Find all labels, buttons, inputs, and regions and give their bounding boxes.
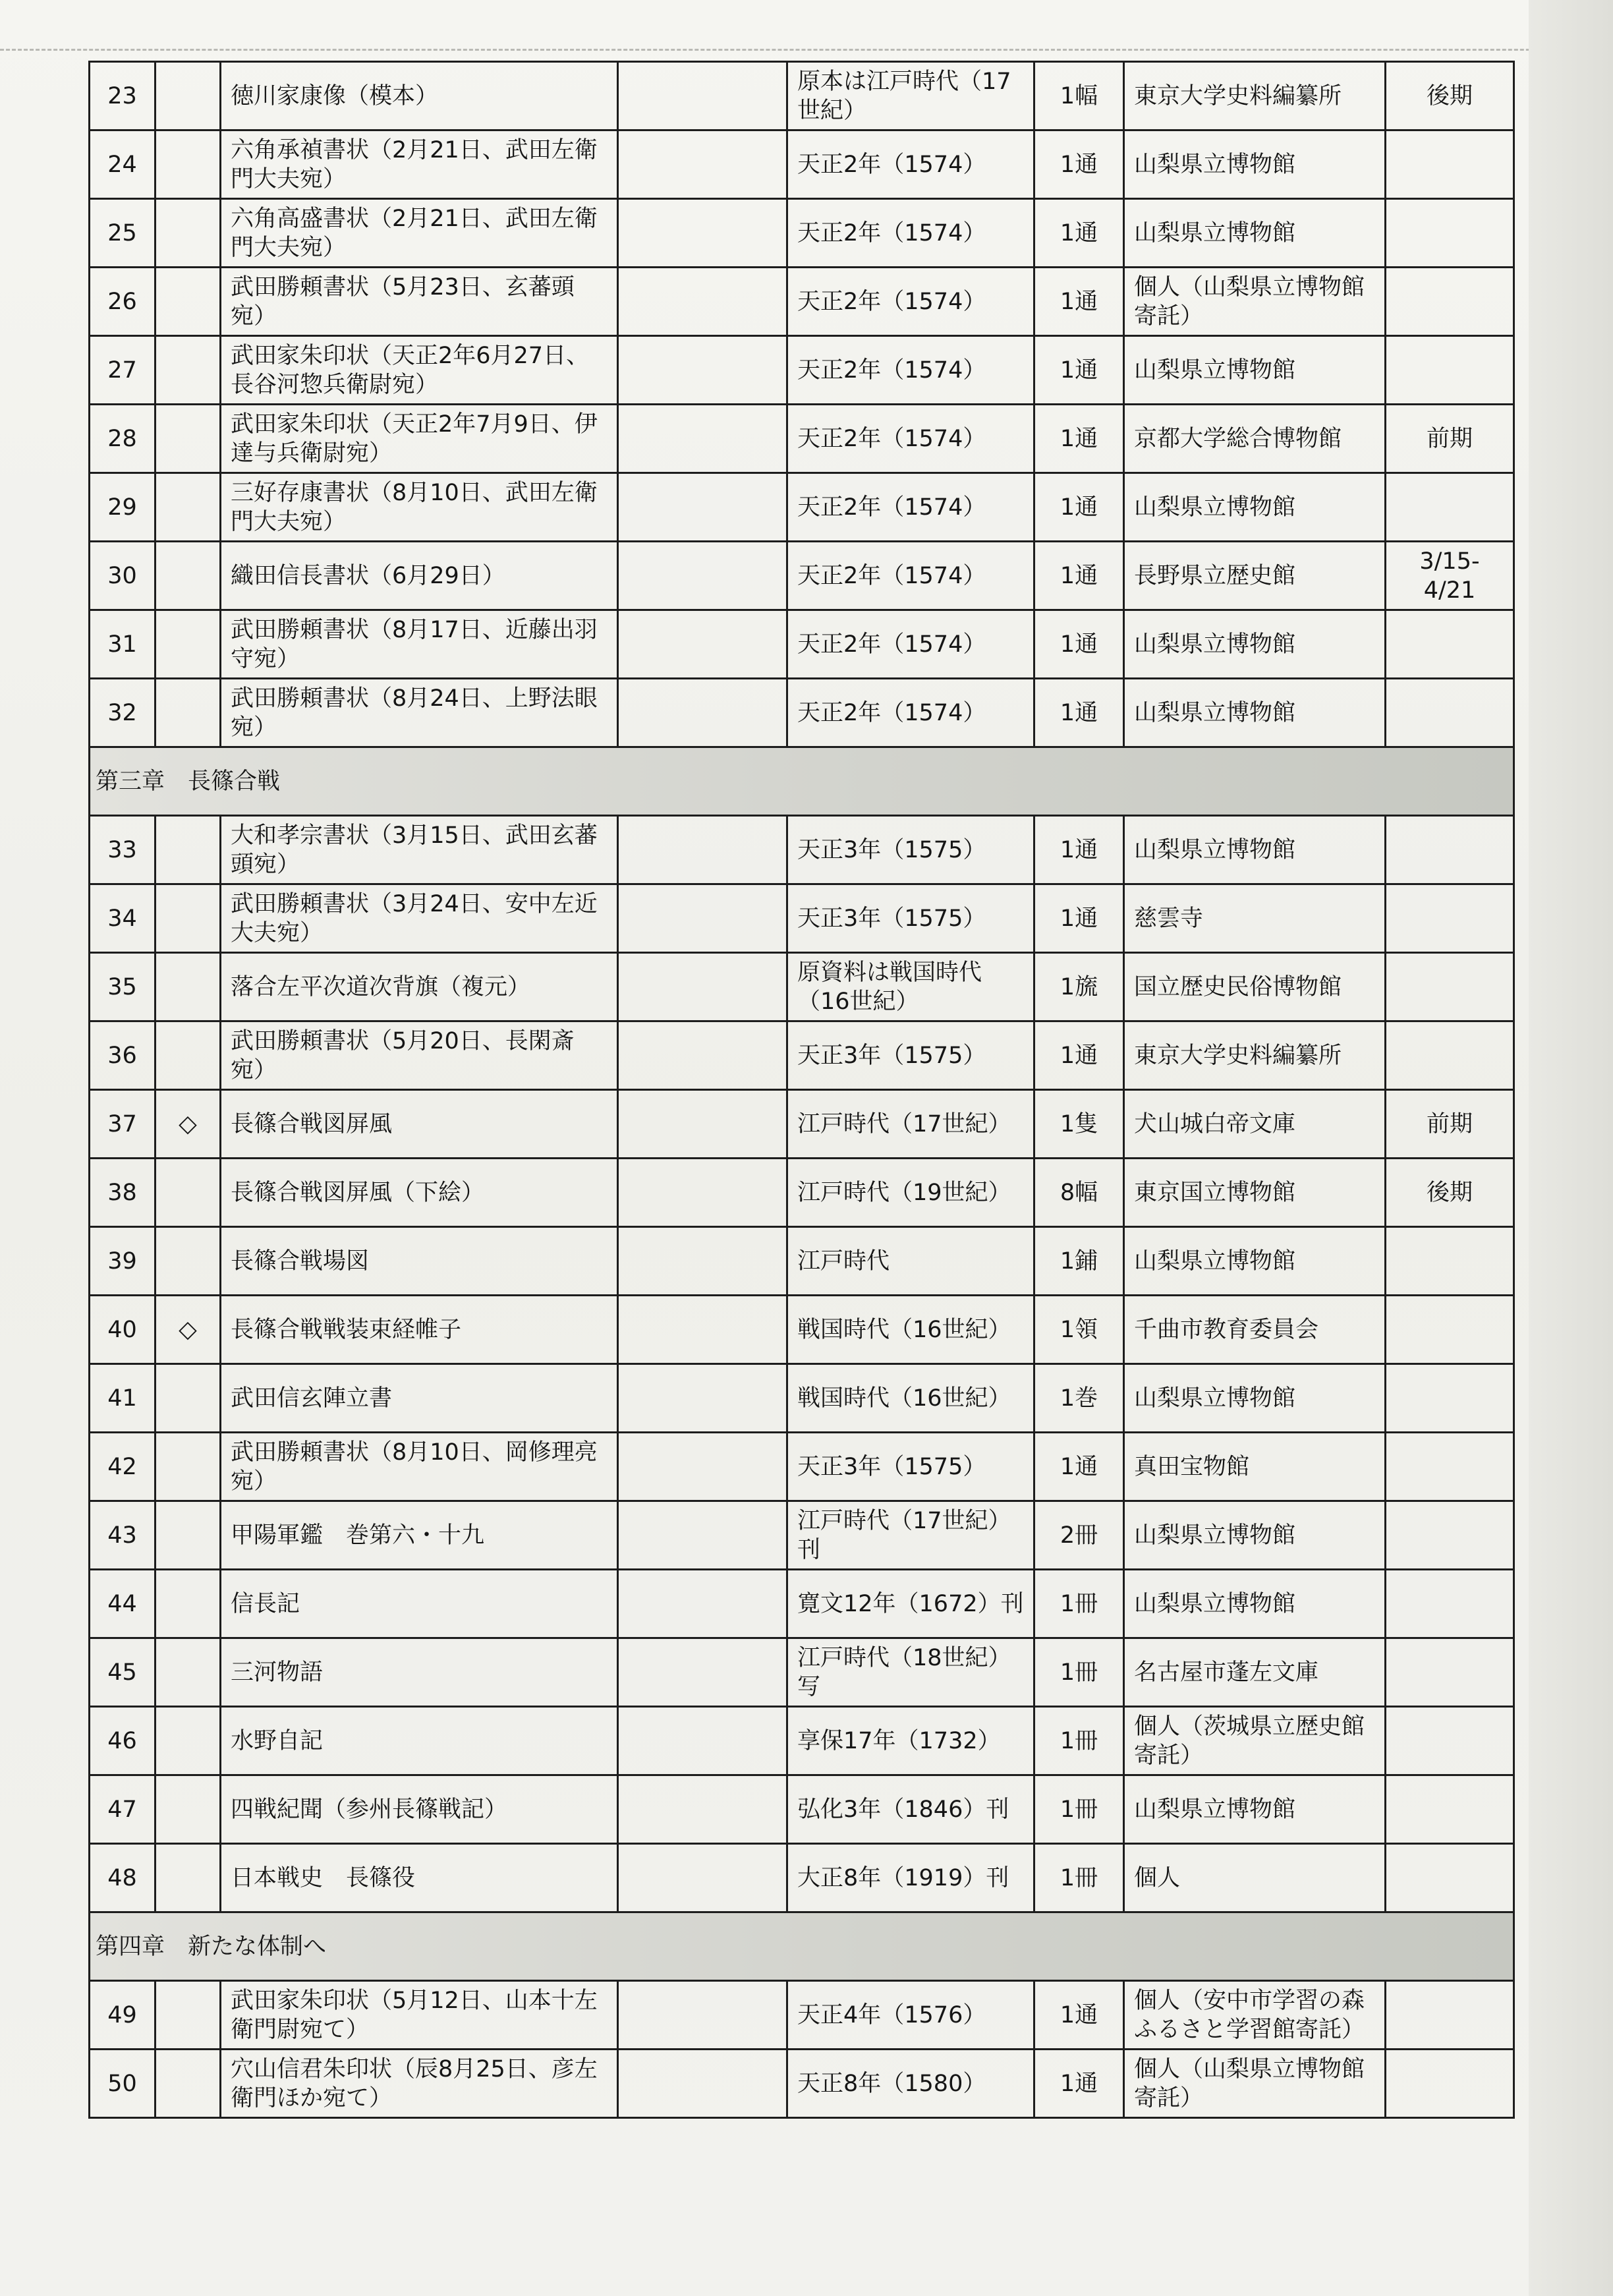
item-date: 天正2年（1574） — [787, 405, 1034, 473]
item-name: 長篠合戦図屏風（下絵） — [221, 1159, 618, 1227]
designation-mark — [156, 268, 221, 336]
item-date: 天正2年（1574） — [787, 336, 1034, 405]
item-number: 47 — [90, 1775, 156, 1844]
designation-mark — [156, 679, 221, 747]
item-quantity: 1通 — [1034, 336, 1124, 405]
designation-mark — [156, 542, 221, 610]
table-row — [90, 268, 1514, 336]
item-number: 25 — [90, 199, 156, 268]
item-date: 天正3年（1575） — [787, 884, 1034, 953]
item-owner: 個人（山梨県立博物館寄託） — [1124, 2050, 1386, 2118]
item-quantity: 1幅 — [1034, 62, 1124, 130]
item-number: 50 — [90, 2050, 156, 2118]
display-period — [1386, 1227, 1514, 1296]
designation-mark — [156, 884, 221, 953]
blank-cell — [618, 473, 787, 542]
item-quantity: 1通 — [1034, 679, 1124, 747]
item-quantity: 1通 — [1034, 816, 1124, 884]
item-number: 37 — [90, 1090, 156, 1159]
table-row — [90, 816, 1514, 884]
table-row — [90, 1159, 1514, 1227]
blank-cell — [618, 199, 787, 268]
item-name: 武田勝頼書状（5月20日、長閑斎宛） — [221, 1021, 618, 1090]
item-date: 江戸時代（17世紀） — [787, 1090, 1034, 1159]
item-name: 三好存康書状（8月10日、武田左衛門大夫宛） — [221, 473, 618, 542]
item-number: 31 — [90, 610, 156, 679]
item-name: 武田信玄陣立書 — [221, 1364, 618, 1433]
blank-cell — [618, 2050, 787, 2118]
item-owner: 犬山城白帝文庫 — [1124, 1090, 1386, 1159]
display-period — [1386, 610, 1514, 679]
blank-cell — [618, 1296, 787, 1364]
chapter-heading-row — [90, 1912, 1514, 1981]
designation-mark — [156, 1707, 221, 1775]
item-name: 徳川家康像（模本） — [221, 62, 618, 130]
item-date: 原資料は戦国時代（16世紀） — [787, 953, 1034, 1021]
display-period: 3/15-4/21 — [1386, 542, 1514, 610]
perforation-line — [0, 49, 1613, 51]
designation-mark — [156, 1159, 221, 1227]
item-quantity: 1冊 — [1034, 1775, 1124, 1844]
item-date: 江戸時代（17世紀）刊 — [787, 1501, 1034, 1570]
item-name: 四戦紀聞（参州長篠戦記） — [221, 1775, 618, 1844]
item-name: 長篠合戦場図 — [221, 1227, 618, 1296]
table-row — [90, 610, 1514, 679]
designation-mark: ◇ — [156, 1090, 221, 1159]
designation-mark — [156, 610, 221, 679]
table-body — [90, 62, 1514, 2118]
item-number: 40 — [90, 1296, 156, 1364]
item-owner: 山梨県立博物館 — [1124, 1364, 1386, 1433]
display-period — [1386, 1775, 1514, 1844]
item-date: 天正3年（1575） — [787, 816, 1034, 884]
table-row — [90, 1501, 1514, 1570]
table-row — [90, 542, 1514, 610]
item-owner: 山梨県立博物館 — [1124, 199, 1386, 268]
display-period — [1386, 953, 1514, 1021]
item-number: 24 — [90, 130, 156, 199]
item-owner: 山梨県立博物館 — [1124, 1501, 1386, 1570]
table-row — [90, 473, 1514, 542]
table-row — [90, 1775, 1514, 1844]
table-row — [90, 1707, 1514, 1775]
item-name: 長篠合戦戦装束経帷子 — [221, 1296, 618, 1364]
item-date: 大正8年（1919）刊 — [787, 1844, 1034, 1912]
display-period — [1386, 1021, 1514, 1090]
table-row — [90, 1844, 1514, 1912]
item-quantity: 1通 — [1034, 1021, 1124, 1090]
display-period — [1386, 1638, 1514, 1707]
display-period — [1386, 336, 1514, 405]
display-period — [1386, 1501, 1514, 1570]
designation-mark — [156, 2050, 221, 2118]
display-period — [1386, 816, 1514, 884]
table-row — [90, 1570, 1514, 1638]
display-period — [1386, 199, 1514, 268]
item-number: 42 — [90, 1433, 156, 1501]
item-name: 長篠合戦図屏風 — [221, 1090, 618, 1159]
blank-cell — [618, 1227, 787, 1296]
table-row — [90, 1364, 1514, 1433]
chapter-title: 第四章 新たな体制へ — [90, 1912, 1514, 1981]
item-owner: 山梨県立博物館 — [1124, 130, 1386, 199]
item-number: 35 — [90, 953, 156, 1021]
item-name: 甲陽軍鑑 巻第六・十九 — [221, 1501, 618, 1570]
designation-mark — [156, 1638, 221, 1707]
blank-cell — [618, 816, 787, 884]
table-row — [90, 1638, 1514, 1707]
chapter-title: 第三章 長篠合戦 — [90, 747, 1514, 816]
item-date: 天正2年（1574） — [787, 610, 1034, 679]
item-number: 33 — [90, 816, 156, 884]
item-date: 天正8年（1580） — [787, 2050, 1034, 2118]
item-quantity: 1冊 — [1034, 1844, 1124, 1912]
item-owner: 名古屋市蓬左文庫 — [1124, 1638, 1386, 1707]
item-quantity: 1通 — [1034, 473, 1124, 542]
designation-mark — [156, 1021, 221, 1090]
designation-mark — [156, 1501, 221, 1570]
blank-cell — [618, 62, 787, 130]
display-period — [1386, 1707, 1514, 1775]
item-number: 49 — [90, 1981, 156, 2050]
item-name: 六角承禎書状（2月21日、武田左衛門大夫宛） — [221, 130, 618, 199]
display-period — [1386, 1981, 1514, 2050]
table-row — [90, 1021, 1514, 1090]
item-owner: 山梨県立博物館 — [1124, 336, 1386, 405]
item-owner: 個人（安中市学習の森ふるさと学習館寄託） — [1124, 1981, 1386, 2050]
item-quantity: 1通 — [1034, 542, 1124, 610]
table-row — [90, 62, 1514, 130]
item-date: 天正2年（1574） — [787, 199, 1034, 268]
item-number: 34 — [90, 884, 156, 953]
item-date: 天正2年（1574） — [787, 268, 1034, 336]
display-period: 後期 — [1386, 1159, 1514, 1227]
table-row — [90, 130, 1514, 199]
item-quantity: 1旒 — [1034, 953, 1124, 1021]
item-number: 44 — [90, 1570, 156, 1638]
blank-cell — [618, 1364, 787, 1433]
item-owner: 個人（茨城県立歴史館寄託） — [1124, 1707, 1386, 1775]
item-name: 武田勝頼書状（8月10日、岡修理亮宛） — [221, 1433, 618, 1501]
blank-cell — [618, 1638, 787, 1707]
item-owner: 個人 — [1124, 1844, 1386, 1912]
item-name: 武田家朱印状（5月12日、山本十左衛門尉宛て） — [221, 1981, 618, 2050]
item-quantity: 1冊 — [1034, 1707, 1124, 1775]
item-name: 水野自記 — [221, 1707, 618, 1775]
designation-mark — [156, 1981, 221, 2050]
table-row — [90, 1981, 1514, 2050]
item-name: 信長記 — [221, 1570, 618, 1638]
item-owner: 山梨県立博物館 — [1124, 679, 1386, 747]
item-owner: 山梨県立博物館 — [1124, 610, 1386, 679]
item-owner: 長野県立歴史館 — [1124, 542, 1386, 610]
blank-cell — [618, 268, 787, 336]
table-row — [90, 1433, 1514, 1501]
blank-cell — [618, 336, 787, 405]
item-number: 26 — [90, 268, 156, 336]
item-owner: 東京国立博物館 — [1124, 1159, 1386, 1227]
item-date: 天正3年（1575） — [787, 1433, 1034, 1501]
item-quantity: 1通 — [1034, 1433, 1124, 1501]
blank-cell — [618, 1775, 787, 1844]
item-number: 28 — [90, 405, 156, 473]
table-row — [90, 884, 1514, 953]
designation-mark — [156, 1364, 221, 1433]
item-name: 三河物語 — [221, 1638, 618, 1707]
blank-cell — [618, 405, 787, 473]
exhibit-list-table — [88, 61, 1515, 2119]
item-owner: 東京大学史料編纂所 — [1124, 62, 1386, 130]
item-number: 32 — [90, 679, 156, 747]
display-period: 後期 — [1386, 62, 1514, 130]
item-date: 江戸時代（19世紀） — [787, 1159, 1034, 1227]
item-quantity: 1通 — [1034, 130, 1124, 199]
item-date: 天正3年（1575） — [787, 1021, 1034, 1090]
item-date: 弘化3年（1846）刊 — [787, 1775, 1034, 1844]
table-row — [90, 1227, 1514, 1296]
item-name: 武田家朱印状（天正2年7月9日、伊達与兵衛尉宛） — [221, 405, 618, 473]
display-period — [1386, 130, 1514, 199]
item-quantity: 1通 — [1034, 884, 1124, 953]
item-owner: 慈雲寺 — [1124, 884, 1386, 953]
blank-cell — [618, 884, 787, 953]
item-owner: 千曲市教育委員会 — [1124, 1296, 1386, 1364]
designation-mark — [156, 1775, 221, 1844]
blank-cell — [618, 1981, 787, 2050]
item-quantity: 8幅 — [1034, 1159, 1124, 1227]
item-quantity: 1冊 — [1034, 1638, 1124, 1707]
display-period — [1386, 1844, 1514, 1912]
item-owner: 真田宝物館 — [1124, 1433, 1386, 1501]
blank-cell — [618, 1570, 787, 1638]
designation-mark — [156, 816, 221, 884]
item-number: 41 — [90, 1364, 156, 1433]
item-quantity: 1通 — [1034, 199, 1124, 268]
table-row — [90, 199, 1514, 268]
item-quantity: 1通 — [1034, 610, 1124, 679]
item-number: 39 — [90, 1227, 156, 1296]
table-row — [90, 2050, 1514, 2118]
item-date: 天正2年（1574） — [787, 473, 1034, 542]
blank-cell — [618, 1707, 787, 1775]
blank-cell — [618, 542, 787, 610]
item-name: 大和孝宗書状（3月15日、武田玄蕃頭宛） — [221, 816, 618, 884]
blank-cell — [618, 1501, 787, 1570]
item-quantity: 2冊 — [1034, 1501, 1124, 1570]
item-name: 六角高盛書状（2月21日、武田左衛門大夫宛） — [221, 199, 618, 268]
item-name: 穴山信君朱印状（辰8月25日、彦左衛門ほか宛て） — [221, 2050, 618, 2118]
blank-cell — [618, 130, 787, 199]
item-name: 武田家朱印状（天正2年6月27日、長谷河惣兵衛尉宛） — [221, 336, 618, 405]
item-name: 落合左平次道次背旗（複元） — [221, 953, 618, 1021]
item-owner: 山梨県立博物館 — [1124, 816, 1386, 884]
item-quantity: 1隻 — [1034, 1090, 1124, 1159]
item-quantity: 1通 — [1034, 2050, 1124, 2118]
item-owner: 山梨県立博物館 — [1124, 1227, 1386, 1296]
designation-mark — [156, 199, 221, 268]
designation-mark: ◇ — [156, 1296, 221, 1364]
item-date: 天正4年（1576） — [787, 1981, 1034, 2050]
item-name: 武田勝頼書状（8月24日、上野法眼宛） — [221, 679, 618, 747]
blank-cell — [618, 679, 787, 747]
table-row — [90, 405, 1514, 473]
designation-mark — [156, 473, 221, 542]
designation-mark — [156, 1570, 221, 1638]
display-period — [1386, 1364, 1514, 1433]
item-date: 天正2年（1574） — [787, 130, 1034, 199]
display-period: 前期 — [1386, 1090, 1514, 1159]
blank-cell — [618, 1090, 787, 1159]
blank-cell — [618, 953, 787, 1021]
display-period — [1386, 473, 1514, 542]
blank-cell — [618, 1433, 787, 1501]
item-date: 天正2年（1574） — [787, 679, 1034, 747]
item-date: 戦国時代（16世紀） — [787, 1364, 1034, 1433]
display-period — [1386, 1570, 1514, 1638]
item-quantity: 1冊 — [1034, 1570, 1124, 1638]
designation-mark — [156, 336, 221, 405]
designation-mark — [156, 405, 221, 473]
item-number: 46 — [90, 1707, 156, 1775]
display-period — [1386, 679, 1514, 747]
designation-mark — [156, 1844, 221, 1912]
item-owner: 山梨県立博物館 — [1124, 1775, 1386, 1844]
blank-cell — [618, 1844, 787, 1912]
item-date: 寛文12年（1672）刊 — [787, 1570, 1034, 1638]
item-number: 43 — [90, 1501, 156, 1570]
item-owner: 個人（山梨県立博物館寄託） — [1124, 268, 1386, 336]
item-number: 30 — [90, 542, 156, 610]
item-date: 天正2年（1574） — [787, 542, 1034, 610]
blank-cell — [618, 1159, 787, 1227]
item-quantity: 1通 — [1034, 1981, 1124, 2050]
chapter-heading-row — [90, 747, 1514, 816]
item-number: 38 — [90, 1159, 156, 1227]
designation-mark — [156, 62, 221, 130]
item-date: 享保17年（1732） — [787, 1707, 1034, 1775]
item-owner: 東京大学史料編纂所 — [1124, 1021, 1386, 1090]
item-owner: 山梨県立博物館 — [1124, 1570, 1386, 1638]
display-period — [1386, 1433, 1514, 1501]
display-period: 前期 — [1386, 405, 1514, 473]
item-quantity: 1通 — [1034, 405, 1124, 473]
display-period — [1386, 268, 1514, 336]
display-period — [1386, 2050, 1514, 2118]
designation-mark — [156, 130, 221, 199]
item-date: 原本は江戸時代（17世紀） — [787, 62, 1034, 130]
item-name: 武田勝頼書状（8月17日、近藤出羽守宛） — [221, 610, 618, 679]
item-name: 武田勝頼書状（5月23日、玄蕃頭宛） — [221, 268, 618, 336]
item-date: 江戸時代（18世紀）写 — [787, 1638, 1034, 1707]
item-date: 江戸時代 — [787, 1227, 1034, 1296]
item-owner: 京都大学総合博物館 — [1124, 405, 1386, 473]
item-number: 23 — [90, 62, 156, 130]
item-number: 36 — [90, 1021, 156, 1090]
table-row — [90, 1090, 1514, 1159]
item-number: 45 — [90, 1638, 156, 1707]
item-quantity: 1鋪 — [1034, 1227, 1124, 1296]
blank-cell — [618, 610, 787, 679]
page-edge-shadow — [1529, 0, 1613, 2296]
table-row — [90, 953, 1514, 1021]
item-quantity: 1領 — [1034, 1296, 1124, 1364]
table-row — [90, 336, 1514, 405]
item-number: 27 — [90, 336, 156, 405]
item-name: 織田信長書状（6月29日） — [221, 542, 618, 610]
item-number: 29 — [90, 473, 156, 542]
display-period — [1386, 884, 1514, 953]
table-row — [90, 679, 1514, 747]
blank-cell — [618, 1021, 787, 1090]
item-owner: 国立歴史民俗博物館 — [1124, 953, 1386, 1021]
item-number: 48 — [90, 1844, 156, 1912]
item-quantity: 1通 — [1034, 268, 1124, 336]
item-owner: 山梨県立博物館 — [1124, 473, 1386, 542]
item-name: 日本戦史 長篠役 — [221, 1844, 618, 1912]
item-quantity: 1巻 — [1034, 1364, 1124, 1433]
table-row — [90, 1296, 1514, 1364]
designation-mark — [156, 953, 221, 1021]
designation-mark — [156, 1433, 221, 1501]
item-date: 戦国時代（16世紀） — [787, 1296, 1034, 1364]
designation-mark — [156, 1227, 221, 1296]
item-name: 武田勝頼書状（3月24日、安中左近大夫宛） — [221, 884, 618, 953]
display-period — [1386, 1296, 1514, 1364]
